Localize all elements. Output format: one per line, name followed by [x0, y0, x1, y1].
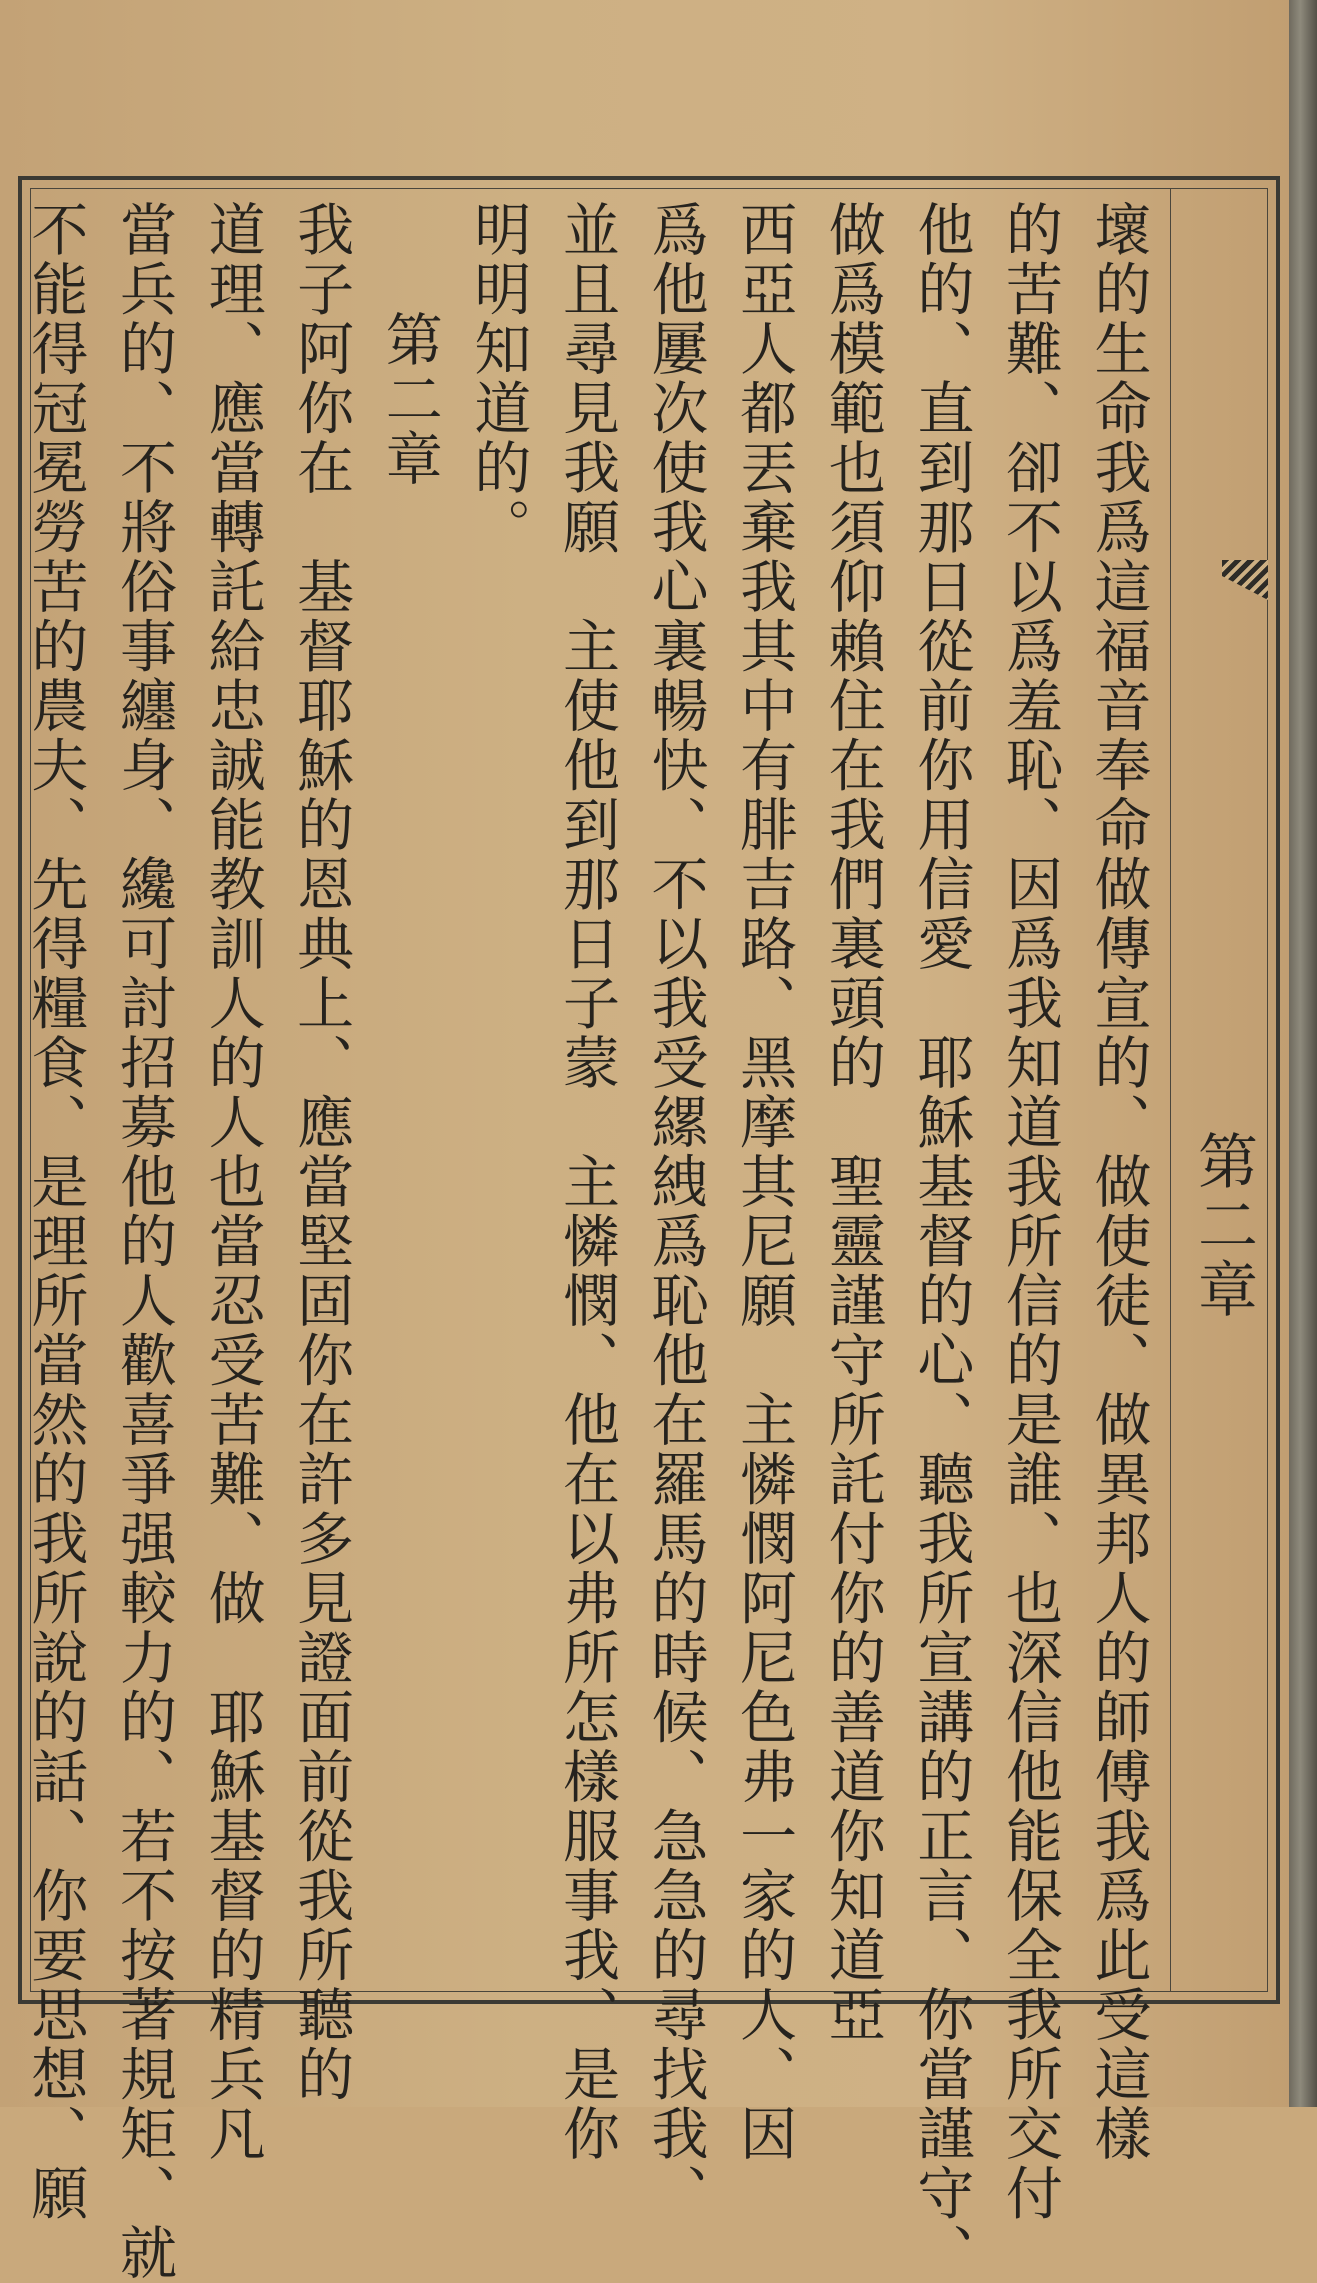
- text-column: 西亞人都丟棄我其中有腓吉路、黑摩其尼願 主憐憫阿尼色弗一家的人、因: [730, 200, 797, 2164]
- text-column: 並且尋見我願 主使他到那日子蒙 主憐憫、他在以弗所怎樣服事我、是你: [553, 200, 620, 2164]
- text-column: 他的、直到那日從前你用信愛 耶穌基督的心、聽我所宣講的正言、你當謹守、: [907, 200, 974, 2283]
- text-column: 道理、應當轉託給忠誠能教訓人的人也當忍受苦難、做 耶穌基督的精兵凡: [199, 200, 266, 2164]
- margin-band: [1170, 188, 1268, 1992]
- text-column: 壞的生命我爲這福音奉命做傳宣的、做使徒、做異邦人的師傅我爲此受這樣: [1085, 200, 1151, 2164]
- text-column: 的苦難、卻不以爲羞恥、因爲我知道我所信的是誰、也深信他能保全我所交付: [996, 200, 1063, 2223]
- text-column: 我子阿你在 基督耶穌的恩典上、應當堅固你在許多見證面前從我所聽的: [287, 200, 354, 2104]
- text-column: 不能得冠冕勞苦的農夫、先得糧食、是理所當然的我所說的話、你要思想、願: [21, 200, 88, 2223]
- margin-chapter-label: 第二章: [1188, 1130, 1258, 1322]
- chapter-heading: 第二章: [376, 310, 443, 489]
- text-column: 明明知道的。: [464, 200, 531, 557]
- text-column: 做爲模範也須仰賴住在我們裏頭的 聖靈謹守所託付你的善道你知道亞: [819, 200, 886, 2045]
- text-column: 當兵的、不將俗事纏身、纔可討招募他的人歡喜爭强較力的、若不按著規矩、就: [110, 200, 177, 2283]
- body-text: [21, 200, 1162, 2283]
- book-spine: [1289, 0, 1317, 2107]
- text-column: 爲他屢次使我心裏暢快、不以我受縲絏爲恥他在羅馬的時候、急急的尋找我、: [642, 200, 709, 2223]
